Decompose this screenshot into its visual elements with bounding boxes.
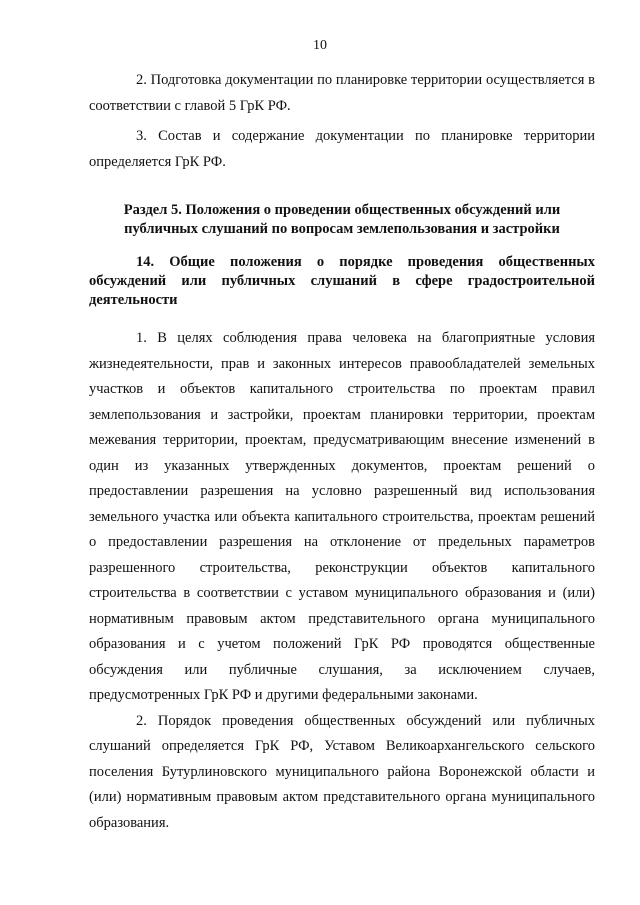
paragraph: 1. В целях соблюдения права человека на благоприятные условия жизнедеятельности, прав и законных интересов правообладателей земельных участков и объектов капитального строительства по проектам правил землепользования и застройки, проектам планировки территории, проектам межевания территории, проектам, предусматривающим внесение изменений в один из указанных утвержденных документов, проектам решений о предоставлении разрешения на условно разрешенный вид использования земельного участка или объекта капитального строительства, проектам решений о предоставлении разрешения на отклонение от предельных параметров разрешенного строительства, реконструкции объектов капитального строительства в соответствии с уставом муниципального образования и (или) нормативным правовым актом представительного органа муниципального образования и с учетом положений ГрК РФ проводятся общественные обсуждения или публичные слушания, за исключением случаев, предусмотренных ГрК РФ и другими федеральными законами. [89, 330, 595, 703]
section-title: Раздел 5. Положения о проведении общественных обсуждений или публичных слушаний по вопросам землепользования и застройки [123, 202, 561, 237]
page-content [89, 68, 595, 836]
paragraph: 3. Состав и содержание документации по планировке территории определяется ГрК РФ. [89, 128, 595, 170]
paragraph: 2. Порядок проведения общественных обсуждений или публичных слушаний определяется ГрК РФ, Уставом Великоархангельского сельского поселения Бутурлиновского муниципального района Воронежской области и (или) нормативным правовым актом представительного органа муниципального образования. [89, 712, 595, 831]
paragraph: 2. Подготовка документации по планировке территории осуществляется в соответствии с главой 5 ГрК РФ. [89, 72, 595, 114]
page-number: 10 [313, 38, 327, 53]
article-title: 14. Общие положения о порядке проведения общественных обсуждений или публичных слушаний в сфере градостроительной деятельности [89, 254, 595, 308]
